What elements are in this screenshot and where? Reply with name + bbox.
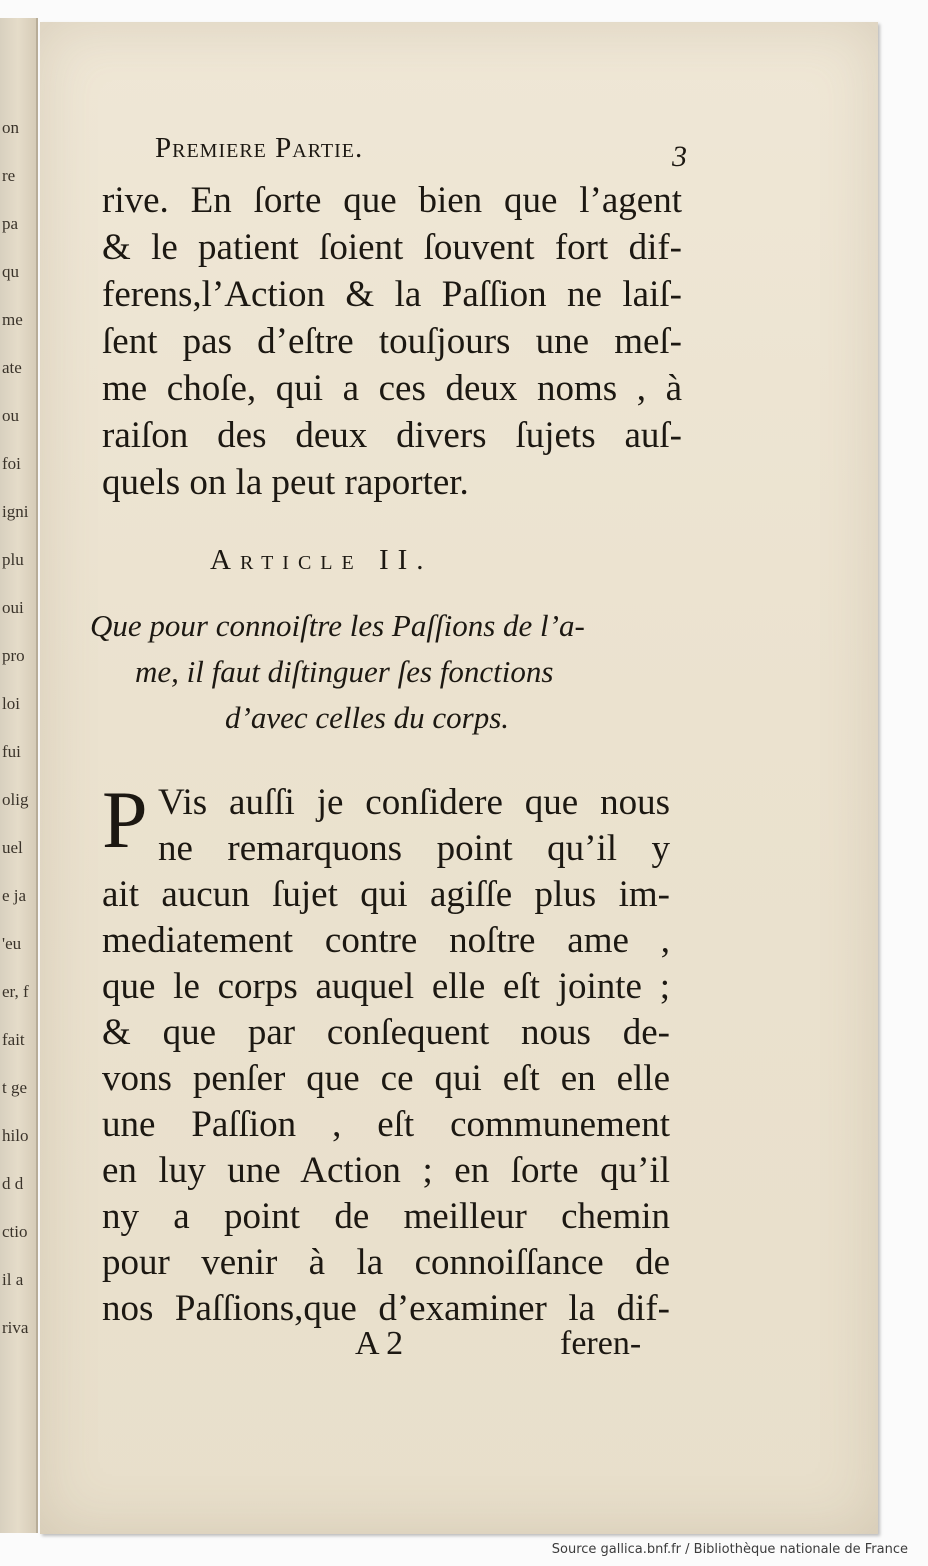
left-fragment: t ge	[2, 1078, 28, 1097]
body-line: ait aucun ſujet qui agiſſe plus im-	[102, 874, 670, 915]
left-fragment: uel	[2, 838, 23, 857]
left-fragment: pro	[2, 646, 25, 665]
body-line: une Paſſion , eſt communement	[102, 1104, 670, 1145]
left-fragment: oui	[2, 598, 24, 617]
left-fragment: il a	[2, 1270, 24, 1289]
article-title: Article II.	[210, 544, 433, 576]
body-line: mediatement contre noſtre ame ,	[102, 920, 670, 961]
left-fragment: fait	[2, 1030, 25, 1049]
left-fragment: igni	[2, 502, 29, 521]
left-fragment: hilo	[2, 1126, 29, 1145]
left-fragment: ate	[2, 358, 22, 377]
body-line: nos Paſſions,que d’examiner la dif-	[102, 1288, 670, 1329]
opening-line-last: quels on la peut raporter.	[102, 462, 469, 503]
book-page	[40, 22, 878, 1534]
drop-cap: P	[102, 774, 148, 865]
article-summary-line: d’avec celles du corps.	[225, 700, 510, 735]
left-fragment: ou	[2, 406, 19, 425]
left-fragment: olig	[2, 790, 29, 809]
opening-line: rive. En ſorte que bien que l’agent	[102, 180, 682, 221]
article-summary-line: me, il faut diſtinguer ſes fonctions	[135, 654, 554, 689]
source-credit: Source gallica.bnf.fr / Bibliothèque nationale de France	[551, 1542, 908, 1557]
catchword: feren-	[560, 1325, 642, 1362]
body-line: vons penſer que ce qui eſt en elle	[102, 1058, 670, 1099]
opening-line: me choſe, qui a ces deux noms , à	[102, 368, 682, 409]
left-fragment: loi	[2, 694, 20, 713]
opening-line: & le patient ſoient ſouvent fort dif-	[102, 227, 682, 268]
left-fragment: e ja	[2, 886, 27, 905]
opening-line: ſent pas d’eſtre touſjours une meſ-	[102, 321, 682, 362]
running-head: Premiere Partie.	[155, 132, 364, 164]
left-fragment: ctio	[2, 1222, 28, 1241]
opening-line: ferens,l’Action & la Paſſion ne laiſ-	[102, 274, 682, 315]
left-fragment: on	[2, 118, 19, 137]
body-line: ny a point de meilleur chemin	[102, 1196, 670, 1237]
article-summary-line: Que pour connoiſtre les Paſſions de l’a-	[90, 608, 585, 643]
page-number: 3	[672, 140, 687, 173]
left-fragment: pa	[2, 214, 19, 233]
left-fragment: fui	[2, 742, 21, 761]
left-fragment: qu	[2, 262, 19, 281]
left-fragment: re	[2, 166, 16, 185]
body-line: ne remarquons point qu’il y	[158, 828, 670, 869]
body-line: & que par conſequent nous de-	[102, 1012, 670, 1053]
left-fragment: me	[2, 310, 23, 329]
left-fragment: er, f	[2, 982, 29, 1001]
body-line: Vis auſſi je conſidere que nous	[158, 782, 670, 823]
left-fragment: 'eu	[2, 934, 22, 953]
left-fragment: foi	[2, 454, 21, 473]
body-line: que le corps auquel elle eſt jointe ;	[102, 966, 670, 1007]
left-fragment: d d	[2, 1174, 24, 1193]
left-fragment: plu	[2, 550, 24, 569]
body-line: pour venir à la connoiſſance de	[102, 1242, 670, 1283]
signature-mark: A 2	[355, 1325, 404, 1362]
left-page-edge	[0, 18, 38, 1533]
left-fragment: riva	[2, 1318, 29, 1337]
opening-line: raiſon des deux divers ſujets auſ-	[102, 415, 682, 456]
body-line: en luy une Action ; en ſorte qu’il	[102, 1150, 670, 1191]
